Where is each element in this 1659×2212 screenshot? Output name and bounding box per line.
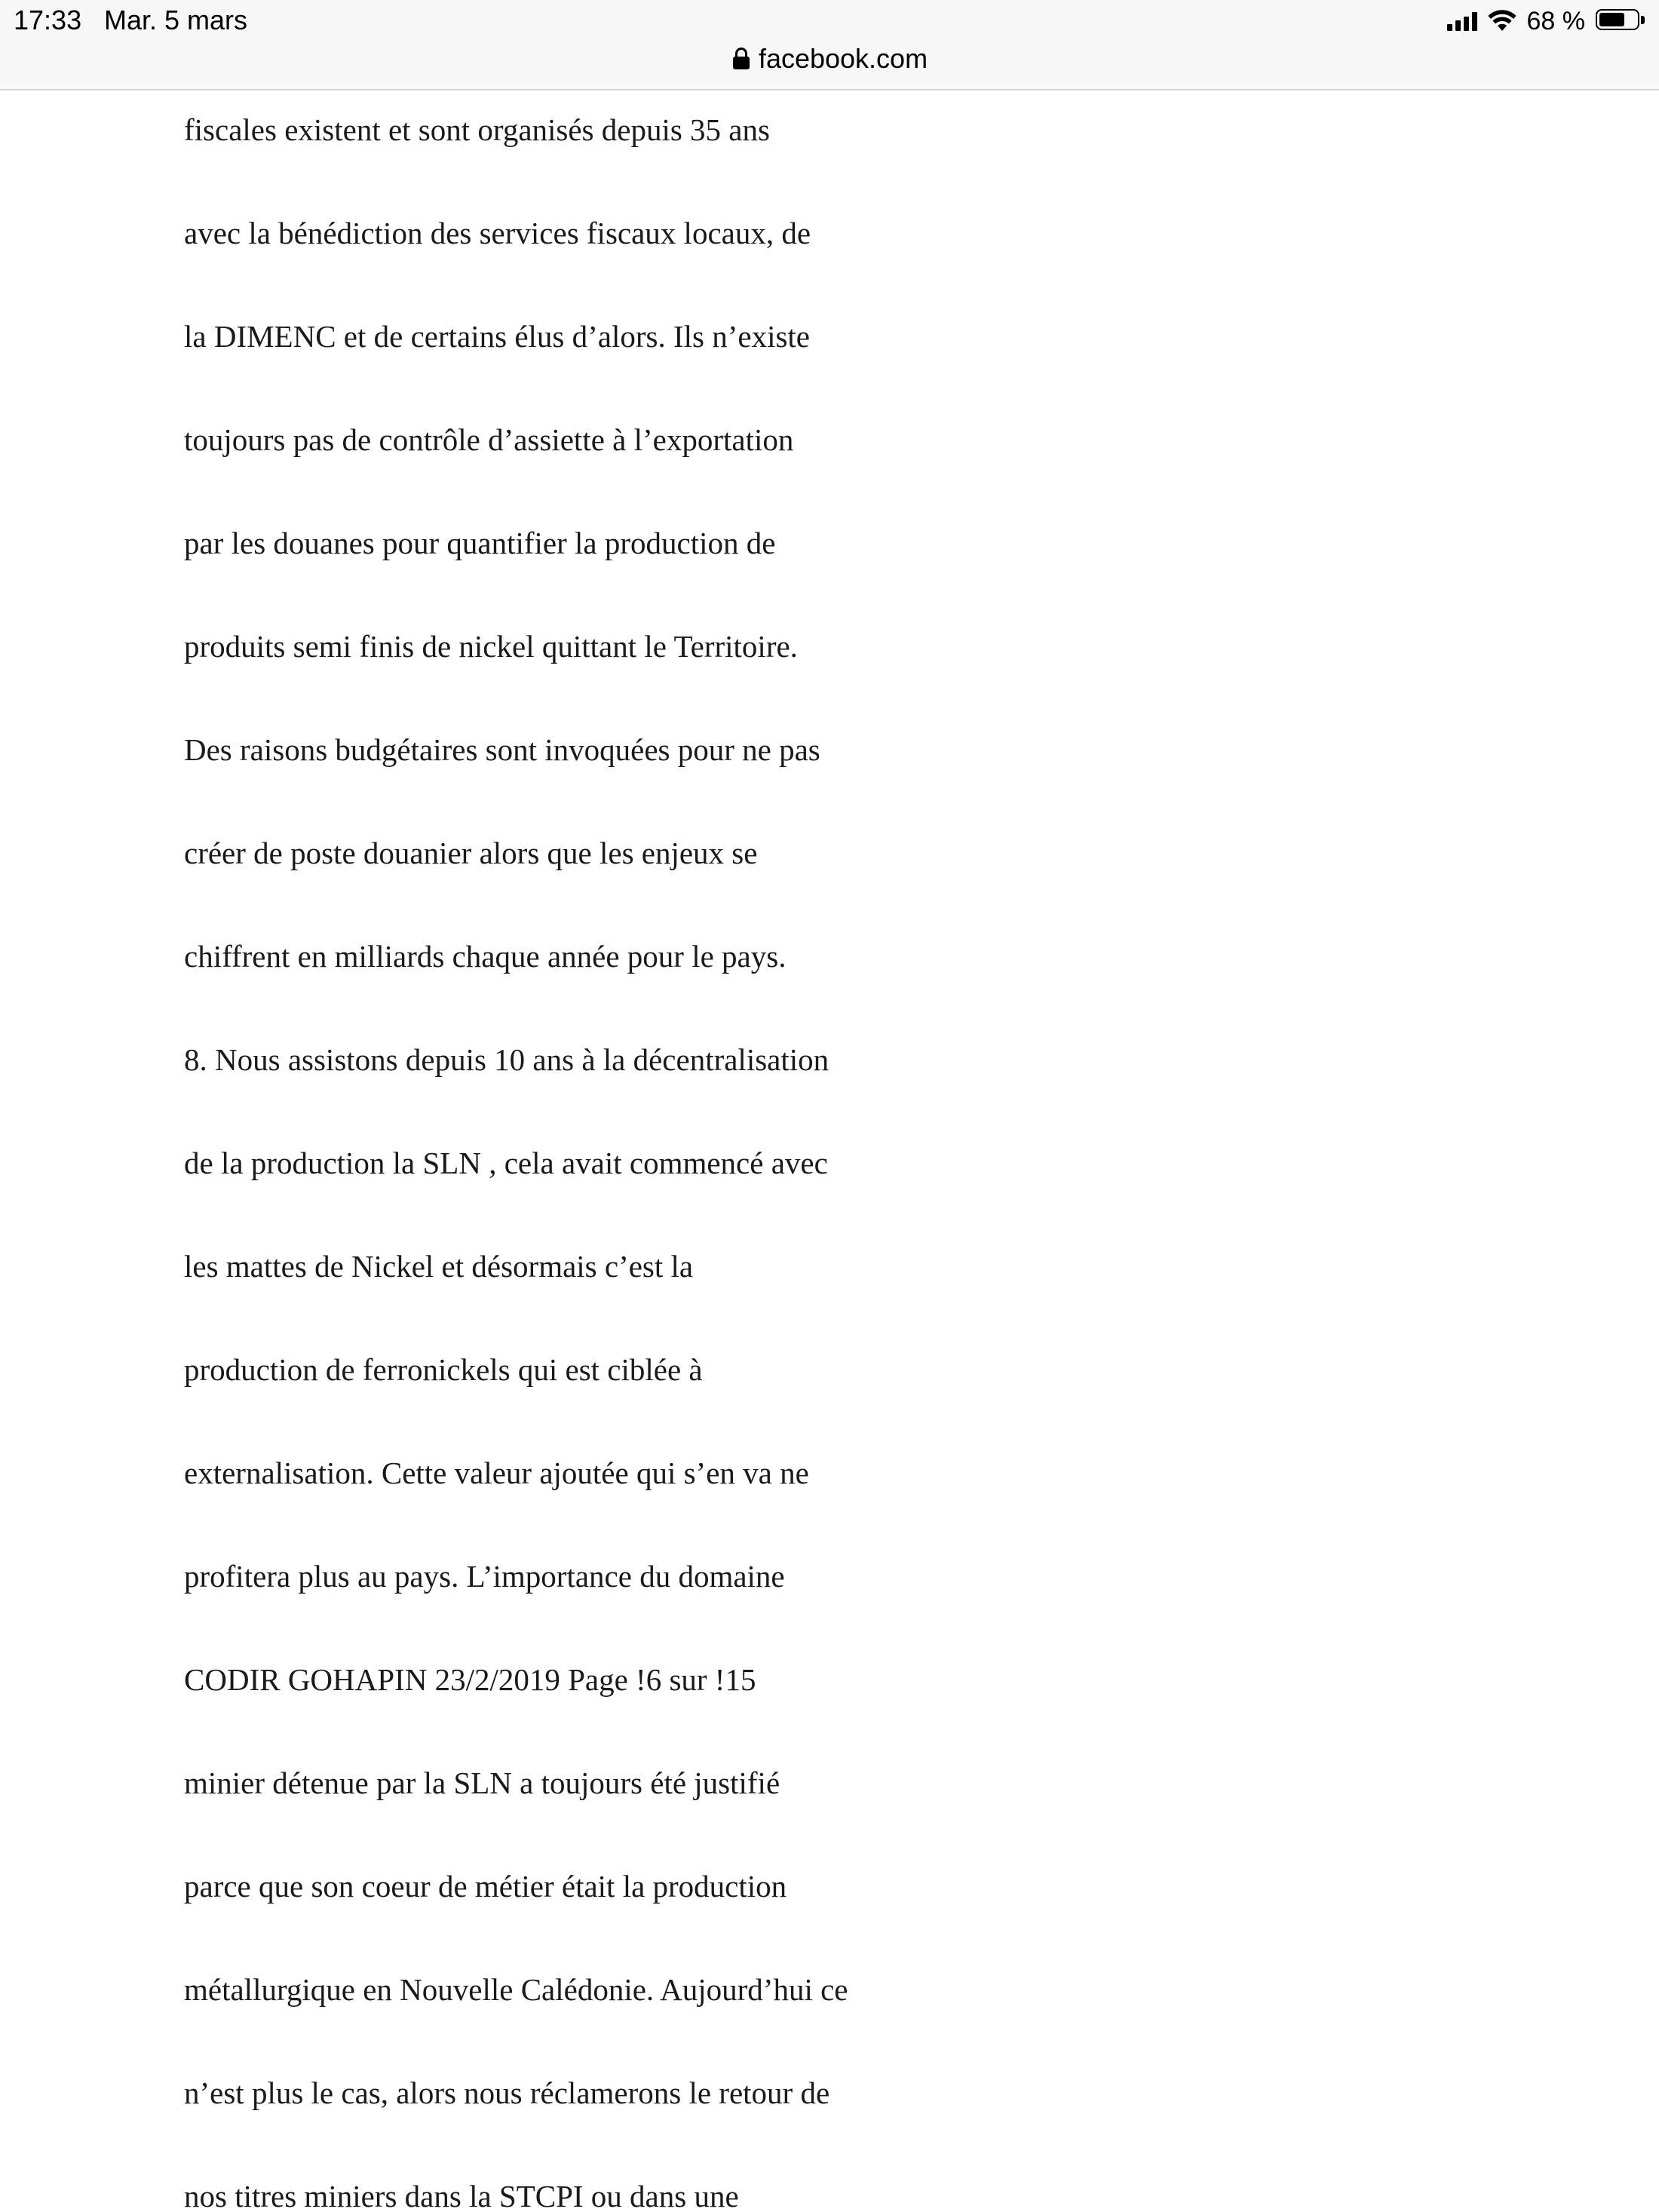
document-line: créer de poste douanier alors que les enjeux se bbox=[184, 836, 758, 870]
document-line: par les douanes pour quantifier la production de bbox=[184, 526, 776, 560]
document-line: CODIR GOHAPIN 23/2/2019 Page !6 sur !15 bbox=[184, 1662, 756, 1697]
status-date: Mar. 5 mars bbox=[104, 5, 248, 35]
battery-icon bbox=[1596, 9, 1645, 33]
document-line: toujours pas de contrôle d’assiette à l’exportation bbox=[184, 422, 794, 457]
document-line: produits semi finis de nickel quittant le Territoire. bbox=[184, 629, 798, 664]
document-line: production de ferronickels qui est ciblée à bbox=[184, 1352, 703, 1387]
document-content bbox=[0, 91, 1659, 2212]
document-line: parce que son coeur de métier était la production bbox=[184, 1869, 787, 1904]
document-line: avec la bénédiction des services fiscaux locaux, de bbox=[184, 216, 811, 250]
battery-level-fill bbox=[1599, 13, 1624, 26]
document-line: nos titres miniers dans la STCPI ou dans une bbox=[184, 2179, 739, 2212]
signal-bars-icon bbox=[1447, 11, 1477, 31]
document-line: profitera plus au pays. L’importance du domaine bbox=[184, 1559, 785, 1594]
status-bar bbox=[0, 0, 1659, 91]
wifi-icon bbox=[1488, 10, 1516, 32]
status-time: 17:33 bbox=[14, 5, 82, 35]
document-line: fiscales existent et sont organisés depuis 35 ans bbox=[184, 112, 770, 147]
status-indicators bbox=[1447, 5, 1646, 38]
document-line: de la production la SLN , cela avait commencé avec bbox=[184, 1146, 828, 1180]
document-line: Des raisons budgétaires sont invoquées pour ne pas bbox=[184, 732, 820, 767]
address-bar[interactable] bbox=[0, 42, 1659, 75]
document-line: externalisation. Cette valeur ajoutée qui s’en va ne bbox=[184, 1456, 809, 1490]
document-line: 8. Nous assistons depuis 10 ans à la décentralisation bbox=[184, 1042, 830, 1077]
document-line: n’est plus le cas, alors nous réclamerons le retour de bbox=[184, 2075, 830, 2110]
url-text: facebook.com bbox=[758, 43, 928, 74]
document-line: la DIMENC et de certains élus d’alors. Ils n’existe bbox=[184, 319, 811, 354]
battery-percent: 68 % bbox=[1526, 6, 1585, 35]
document-line: minier détenue par la SLN a toujours été justifié bbox=[184, 1766, 780, 1800]
document-line: chiffrent en milliards chaque année pour le pays. bbox=[184, 939, 787, 974]
document-line: métallurgique en Nouvelle Calédonie. Aujourd’hui ce bbox=[184, 1972, 848, 2007]
document-line: les mattes de Nickel et désormais c’est la bbox=[184, 1249, 694, 1284]
lock-icon bbox=[731, 48, 751, 70]
